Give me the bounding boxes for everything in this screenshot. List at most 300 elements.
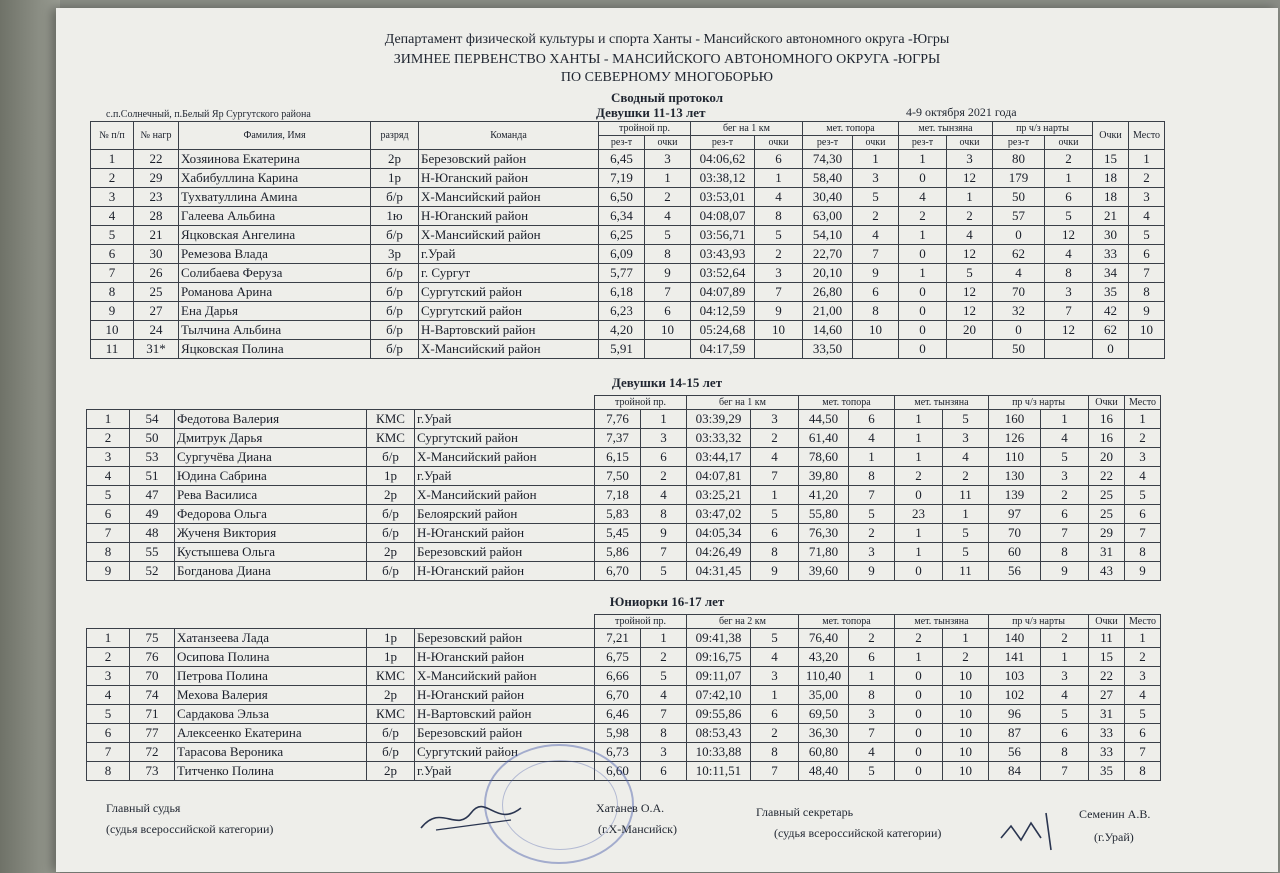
cell-points: 43 — [1089, 562, 1125, 581]
col-sledge: пр ч/з нарты — [989, 615, 1089, 629]
cell-triple-pts: 8 — [641, 724, 687, 743]
cell-name: Мехова Валерия — [175, 686, 367, 705]
cell-points: 18 — [1093, 188, 1129, 207]
cell-tynzyan-pts: 3 — [947, 150, 993, 169]
cell-axe-res: 74,30 — [803, 150, 853, 169]
cell-run-res: 03:44,17 — [687, 448, 751, 467]
table-row — [87, 724, 1161, 743]
cell-tynzyan-res: 1 — [899, 264, 947, 283]
sub-pts: очки — [853, 136, 899, 150]
cell-sledge-pts: 12 — [1045, 321, 1093, 340]
cell-rank: КМС — [367, 705, 415, 724]
cell-sledge-pts: 8 — [1041, 743, 1089, 762]
cell-triple-pts: 9 — [641, 524, 687, 543]
cell-tynzyan-res: 0 — [899, 283, 947, 302]
cell-sledge-pts: 7 — [1041, 762, 1089, 781]
table-row — [87, 486, 1161, 505]
cell-points: 25 — [1089, 486, 1125, 505]
cell-axe-res: 71,80 — [799, 543, 849, 562]
cell-name: Дмитрук Дарья — [175, 429, 367, 448]
cell-place: 1 — [1125, 410, 1161, 429]
cell-name: Яцковская Полина — [179, 340, 371, 359]
table-row — [91, 321, 1165, 340]
cell-sledge-res: 0 — [993, 321, 1045, 340]
cell-points: 21 — [1093, 207, 1129, 226]
col-tynzyan: мет. тынзяна — [899, 122, 993, 136]
cell-num: 4 — [91, 207, 134, 226]
cell-axe-pts: 2 — [849, 524, 895, 543]
cell-sledge-pts: 4 — [1041, 429, 1089, 448]
cell-name: Петрова Полина — [175, 667, 367, 686]
cell-axe-pts: 8 — [849, 467, 895, 486]
table-row — [87, 505, 1161, 524]
cell-axe-res: 39,60 — [799, 562, 849, 581]
cell-run-pts: 6 — [751, 705, 799, 724]
cell-sledge-pts: 2 — [1041, 486, 1089, 505]
col-axe: мет. топора — [799, 396, 895, 410]
table-row — [87, 686, 1161, 705]
cell-run-res: 09:41,38 — [687, 629, 751, 648]
cell-points: 62 — [1093, 321, 1129, 340]
cell-axe-pts: 8 — [853, 302, 899, 321]
cell-sledge-pts: 3 — [1041, 467, 1089, 486]
chief-secretary-name: Семенин А.В. — [1079, 807, 1151, 821]
cell-sledge-pts: 2 — [1045, 150, 1093, 169]
table-row — [91, 283, 1165, 302]
cell-place: 2 — [1125, 648, 1161, 667]
cell-run-pts: 4 — [751, 648, 799, 667]
cell-rank: б/р — [367, 562, 415, 581]
cell-sledge-res: 126 — [989, 429, 1041, 448]
cell-tynzyan-res: 1 — [895, 543, 943, 562]
championship-title: ЗИМНЕЕ ПЕРВЕНСТВО ХАНТЫ - МАНСИЙСКОГО АВТОНОМНОГО ОКРУГА -ЮГРЫ — [393, 52, 941, 67]
cell-team: Н-Юганский район — [419, 169, 599, 188]
cell-run-pts: 3 — [755, 264, 803, 283]
cell-axe-pts: 7 — [849, 724, 895, 743]
table-row — [87, 467, 1161, 486]
cell-points: 29 — [1089, 524, 1125, 543]
cell-sledge-res: 60 — [989, 543, 1041, 562]
cell-place: 8 — [1125, 543, 1161, 562]
cell-sledge-res: 70 — [989, 524, 1041, 543]
col-run: бег на 2 км — [687, 615, 799, 629]
cell-team: Н-Вартовский район — [419, 321, 599, 340]
cell-run-res: 04:26,49 — [687, 543, 751, 562]
cell-place: 1 — [1129, 150, 1165, 169]
cell-triple-res: 7,37 — [595, 429, 641, 448]
cell-team: Сургутский район — [415, 429, 595, 448]
cell-bib: 55 — [130, 543, 175, 562]
cell-bib: 27 — [134, 302, 179, 321]
cell-axe-pts: 2 — [853, 207, 899, 226]
cell-triple-res: 7,19 — [599, 169, 645, 188]
cell-points: 25 — [1089, 505, 1125, 524]
cell-run-res: 03:33,32 — [687, 429, 751, 448]
cell-place: 3 — [1125, 667, 1161, 686]
cell-sledge-res: 139 — [989, 486, 1041, 505]
cell-run-pts: 5 — [755, 226, 803, 245]
cell-rank: 1р — [367, 629, 415, 648]
cell-run-pts: 6 — [755, 150, 803, 169]
cell-triple-pts: 5 — [641, 667, 687, 686]
cell-run-res: 04:12,59 — [691, 302, 755, 321]
cell-points: 31 — [1089, 543, 1125, 562]
cell-axe-res: 21,00 — [803, 302, 853, 321]
cell-name: Хатанзеева Лада — [175, 629, 367, 648]
cell-bib: 28 — [134, 207, 179, 226]
cell-run-pts: 3 — [751, 667, 799, 686]
cell-triple-pts: 8 — [641, 505, 687, 524]
table-row — [91, 169, 1165, 188]
cell-run-pts: 9 — [755, 302, 803, 321]
cell-team: Н-Юганский район — [419, 207, 599, 226]
cell-run-pts: 5 — [751, 505, 799, 524]
cell-name: Алексеенко Екатерина — [175, 724, 367, 743]
cell-name: Титченко Полина — [175, 762, 367, 781]
cell-rank: б/р — [371, 264, 419, 283]
cell-triple-pts: 5 — [645, 226, 691, 245]
cell-triple-res: 5,98 — [595, 724, 641, 743]
cell-rank: б/р — [371, 321, 419, 340]
cell-triple-res: 5,91 — [599, 340, 645, 359]
cell-rank: 3р — [371, 245, 419, 264]
cell-run-pts: 7 — [751, 467, 799, 486]
cell-points: 0 — [1093, 340, 1129, 359]
cell-triple-pts: 3 — [641, 743, 687, 762]
cell-num: 2 — [87, 429, 130, 448]
cell-tynzyan-pts: 11 — [943, 562, 989, 581]
cell-tynzyan-res: 4 — [899, 188, 947, 207]
cell-axe-res: 54,10 — [803, 226, 853, 245]
cell-axe-pts: 3 — [849, 543, 895, 562]
col-triple: тройной пр. — [599, 122, 691, 136]
cell-sledge-pts: 4 — [1041, 686, 1089, 705]
cell-place: 4 — [1125, 686, 1161, 705]
cell-team: Белоярский район — [415, 505, 595, 524]
cell-num: 5 — [87, 486, 130, 505]
secretary-signature — [996, 808, 1076, 853]
cell-triple-res: 5,45 — [595, 524, 641, 543]
cell-tynzyan-res: 0 — [895, 486, 943, 505]
cell-tynzyan-pts: 10 — [943, 667, 989, 686]
cell-place: 5 — [1125, 486, 1161, 505]
cell-num: 8 — [87, 543, 130, 562]
cell-axe-pts — [853, 340, 899, 359]
cell-place: 6 — [1125, 724, 1161, 743]
cell-sledge-res: 160 — [989, 410, 1041, 429]
cell-points: 34 — [1093, 264, 1129, 283]
cell-axe-pts: 6 — [849, 648, 895, 667]
cell-tynzyan-res: 1 — [899, 226, 947, 245]
cell-tynzyan-pts: 5 — [943, 524, 989, 543]
cell-place: 8 — [1129, 283, 1165, 302]
cell-team: г.Урай — [415, 410, 595, 429]
cell-axe-res: 58,40 — [803, 169, 853, 188]
cell-num: 8 — [87, 762, 130, 781]
cell-name: Сардакова Эльза — [175, 705, 367, 724]
cell-sledge-res: 57 — [993, 207, 1045, 226]
cell-rank: 2р — [367, 762, 415, 781]
sub-res: рез-т — [803, 136, 853, 150]
cell-points: 20 — [1089, 448, 1125, 467]
cell-run-pts: 9 — [751, 562, 799, 581]
cell-triple-pts: 9 — [645, 264, 691, 283]
col-place: Место — [1129, 122, 1165, 150]
cell-axe-pts: 8 — [849, 686, 895, 705]
cell-team: Х-Мансийский район — [415, 486, 595, 505]
cell-tynzyan-res: 0 — [895, 762, 943, 781]
cell-place: 8 — [1125, 762, 1161, 781]
table-row — [87, 562, 1161, 581]
cell-bib: 72 — [130, 743, 175, 762]
cell-triple-pts: 7 — [641, 705, 687, 724]
cell-sledge-pts: 5 — [1041, 448, 1089, 467]
cell-triple-res: 6,15 — [595, 448, 641, 467]
cell-run-pts: 8 — [755, 207, 803, 226]
cell-tynzyan-pts: 12 — [947, 302, 993, 321]
cell-name: Юдина Сабрина — [175, 467, 367, 486]
cell-bib: 53 — [130, 448, 175, 467]
cell-rank: б/р — [371, 340, 419, 359]
cell-points: 30 — [1093, 226, 1129, 245]
cell-tynzyan-pts: 10 — [943, 743, 989, 762]
cell-run-res: 04:06,62 — [691, 150, 755, 169]
chief-secretary-category: (судья всероссийской категории) — [774, 826, 942, 840]
cell-name: Сургучёва Диана — [175, 448, 367, 467]
col-points: Очки — [1093, 122, 1129, 150]
cell-tynzyan-res: 1 — [895, 524, 943, 543]
cell-sledge-res: 62 — [993, 245, 1045, 264]
col-run: бег на 1 км — [691, 122, 803, 136]
cell-sledge-res: 50 — [993, 188, 1045, 207]
cell-tynzyan-pts: 20 — [947, 321, 993, 340]
venue: с.п.Солнечный, п.Белый Яр Сургутского района — [106, 109, 311, 120]
cell-bib: 77 — [130, 724, 175, 743]
cell-points: 15 — [1089, 648, 1125, 667]
cell-bib: 48 — [130, 524, 175, 543]
group-title-3: Юниорки 16-17 лет — [609, 594, 725, 609]
cell-rank: б/р — [367, 724, 415, 743]
col-name: Фамилия, Имя — [179, 122, 371, 150]
cell-triple-pts: 3 — [645, 150, 691, 169]
cell-triple-pts: 4 — [641, 686, 687, 705]
cell-run-pts: 1 — [755, 169, 803, 188]
cell-tynzyan-pts: 4 — [947, 226, 993, 245]
cell-bib: 29 — [134, 169, 179, 188]
cell-points: 33 — [1093, 245, 1129, 264]
cell-sledge-res: 179 — [993, 169, 1045, 188]
col-rank: разряд — [371, 122, 419, 150]
cell-tynzyan-res: 0 — [895, 562, 943, 581]
cell-run-res: 05:24,68 — [691, 321, 755, 340]
cell-axe-res: 69,50 — [799, 705, 849, 724]
cell-name: Кустышева Ольга — [175, 543, 367, 562]
cell-sledge-res: 130 — [989, 467, 1041, 486]
cell-sledge-res: 0 — [993, 226, 1045, 245]
cell-sledge-res: 140 — [989, 629, 1041, 648]
table-row — [87, 448, 1161, 467]
cell-axe-res: 48,40 — [799, 762, 849, 781]
cell-run-res: 03:53,01 — [691, 188, 755, 207]
cell-points: 31 — [1089, 705, 1125, 724]
cell-axe-pts: 4 — [853, 226, 899, 245]
cell-bib: 73 — [130, 762, 175, 781]
cell-axe-res: 61,40 — [799, 429, 849, 448]
cell-place: 6 — [1129, 245, 1165, 264]
cell-run-res: 07:42,10 — [687, 686, 751, 705]
cell-axe-res: 33,50 — [803, 340, 853, 359]
cell-sledge-pts: 7 — [1045, 302, 1093, 321]
cell-run-res: 09:16,75 — [687, 648, 751, 667]
cell-name: Федотова Валерия — [175, 410, 367, 429]
cell-run-pts: 4 — [751, 448, 799, 467]
cell-tynzyan-pts: 2 — [947, 207, 993, 226]
cell-axe-res: 41,20 — [799, 486, 849, 505]
cell-sledge-pts: 12 — [1045, 226, 1093, 245]
cell-rank: б/р — [371, 188, 419, 207]
table-row — [87, 410, 1161, 429]
cell-name: Тарасова Вероника — [175, 743, 367, 762]
dates: 4-9 октября 2021 года — [906, 105, 1017, 119]
cell-tynzyan-res: 1 — [895, 410, 943, 429]
cell-tynzyan-pts: 3 — [943, 429, 989, 448]
cell-sledge-res: 56 — [989, 743, 1041, 762]
cell-rank: б/р — [367, 743, 415, 762]
cell-triple-pts: 2 — [641, 648, 687, 667]
table-row — [91, 264, 1165, 283]
cell-num: 1 — [87, 629, 130, 648]
col-triple: тройной пр. — [595, 396, 687, 410]
col-sledge: пр ч/з нарты — [989, 396, 1089, 410]
cell-team: Березовский район — [415, 543, 595, 562]
cell-triple-pts: 1 — [641, 629, 687, 648]
cell-sledge-pts: 3 — [1045, 283, 1093, 302]
cell-run-res: 08:53,43 — [687, 724, 751, 743]
cell-bib: 23 — [134, 188, 179, 207]
cell-triple-res: 7,21 — [595, 629, 641, 648]
cell-tynzyan-res: 0 — [899, 340, 947, 359]
cell-tynzyan-pts: 1 — [943, 629, 989, 648]
cell-sledge-res: 70 — [993, 283, 1045, 302]
cell-axe-res: 63,00 — [803, 207, 853, 226]
cell-sledge-res: 110 — [989, 448, 1041, 467]
cell-run-pts: 2 — [751, 429, 799, 448]
cell-tynzyan-res: 2 — [895, 467, 943, 486]
table-row — [91, 150, 1165, 169]
cell-triple-res: 6,70 — [595, 562, 641, 581]
cell-run-res: 10:11,51 — [687, 762, 751, 781]
cell-place: 5 — [1125, 705, 1161, 724]
cell-bib: 25 — [134, 283, 179, 302]
cell-tynzyan-res: 1 — [895, 429, 943, 448]
sub-res: рез-т — [993, 136, 1045, 150]
cell-tynzyan-pts: 1 — [947, 188, 993, 207]
cell-run-pts: 8 — [751, 743, 799, 762]
cell-num: 3 — [87, 667, 130, 686]
cell-name: Богданова Диана — [175, 562, 367, 581]
cell-axe-res: 26,80 — [803, 283, 853, 302]
cell-rank: 1ю — [371, 207, 419, 226]
cell-place: 10 — [1129, 321, 1165, 340]
cell-axe-pts: 1 — [849, 448, 895, 467]
results-table-girls-14-15 — [86, 395, 1161, 581]
cell-name: Тухватуллина Амина — [179, 188, 371, 207]
sport-title: ПО СЕВЕРНОМУ МНОГОБОРЬЮ — [560, 70, 774, 85]
cell-sledge-res: 56 — [989, 562, 1041, 581]
chief-judge-name: Хатанев О.А. — [596, 801, 665, 815]
cell-triple-res: 6,23 — [599, 302, 645, 321]
cell-triple-pts: 2 — [641, 467, 687, 486]
cell-triple-pts — [645, 340, 691, 359]
table-row — [91, 188, 1165, 207]
cell-triple-pts: 4 — [645, 207, 691, 226]
cell-tynzyan-pts: 10 — [943, 705, 989, 724]
col-sledge: пр ч/з нарты — [993, 122, 1093, 136]
cell-rank: 2р — [367, 486, 415, 505]
cell-axe-pts: 6 — [853, 283, 899, 302]
cell-run-pts: 3 — [751, 410, 799, 429]
cell-sledge-res: 96 — [989, 705, 1041, 724]
cell-run-res: 04:05,34 — [687, 524, 751, 543]
cell-tynzyan-res: 1 — [895, 648, 943, 667]
background-left — [0, 0, 60, 873]
cell-tynzyan-pts — [947, 340, 993, 359]
cell-triple-res: 6,18 — [599, 283, 645, 302]
cell-sledge-res: 141 — [989, 648, 1041, 667]
cell-triple-res: 5,83 — [595, 505, 641, 524]
cell-points: 42 — [1093, 302, 1129, 321]
cell-axe-pts: 5 — [853, 188, 899, 207]
cell-axe-pts: 9 — [849, 562, 895, 581]
cell-rank: б/р — [367, 448, 415, 467]
cell-place: 4 — [1125, 467, 1161, 486]
chief-judge-label: Главный судья — [106, 801, 181, 815]
cell-num: 11 — [91, 340, 134, 359]
cell-points: 16 — [1089, 410, 1125, 429]
cell-sledge-pts: 4 — [1045, 245, 1093, 264]
cell-axe-res: 55,80 — [799, 505, 849, 524]
col-points: Очки — [1089, 396, 1125, 410]
table-row — [87, 648, 1161, 667]
cell-rank: 1р — [371, 169, 419, 188]
table-row — [91, 245, 1165, 264]
cell-name: Рева Василиса — [175, 486, 367, 505]
col-num: № п/п — [91, 122, 134, 150]
cell-bib: 49 — [130, 505, 175, 524]
cell-triple-res: 6,66 — [595, 667, 641, 686]
cell-tynzyan-pts: 10 — [943, 762, 989, 781]
cell-points: 16 — [1089, 429, 1125, 448]
cell-triple-res: 6,50 — [599, 188, 645, 207]
cell-axe-pts: 10 — [853, 321, 899, 340]
cell-place: 1 — [1125, 629, 1161, 648]
cell-axe-pts: 9 — [853, 264, 899, 283]
cell-num: 4 — [87, 686, 130, 705]
cell-sledge-pts: 1 — [1041, 648, 1089, 667]
cell-run-res: 10:33,88 — [687, 743, 751, 762]
cell-place: 4 — [1129, 207, 1165, 226]
cell-place: 5 — [1129, 226, 1165, 245]
department-title: Департамент физической культуры и спорта Ханты - Мансийского автономного округа -Югры — [384, 32, 950, 47]
cell-run-pts: 7 — [751, 762, 799, 781]
cell-axe-res: 35,00 — [799, 686, 849, 705]
cell-triple-res: 6,45 — [599, 150, 645, 169]
cell-sledge-res: 4 — [993, 264, 1045, 283]
cell-num: 1 — [87, 410, 130, 429]
cell-team: г.Урай — [415, 762, 595, 781]
col-axe: мет. топора — [799, 615, 895, 629]
cell-run-res: 04:07,89 — [691, 283, 755, 302]
